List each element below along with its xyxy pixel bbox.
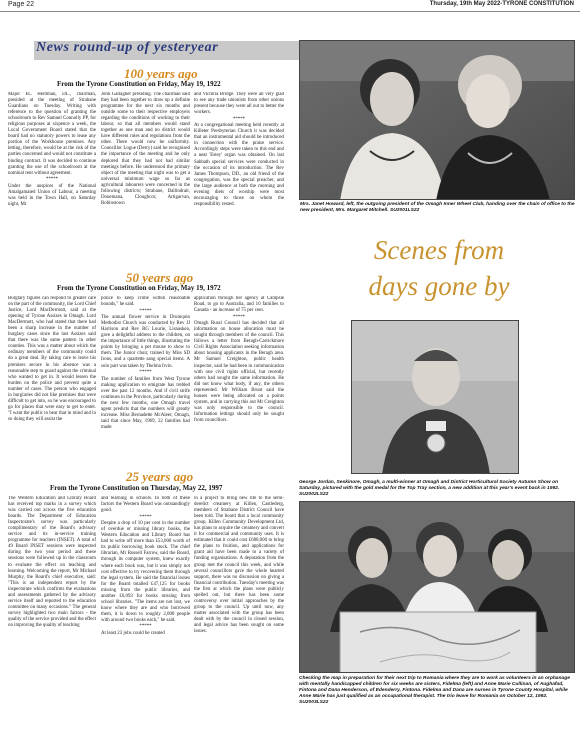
photo-george-jordan-image <box>352 321 519 474</box>
article-col-50-2 <box>101 296 190 472</box>
paragraph-separator: ***** <box>139 370 152 376</box>
article-col-100-2 <box>101 92 190 270</box>
section-heading-50: 50 years ago <box>126 270 194 285</box>
article-paragraph: Despite a drop of 10 per cent in the number of overdue or missing library books, the Western Education and Library Board has had to write off more than £53,000 worth of its public borrowing book stock. The chief librarian, Mr Russell Farrow, said the Board, through its computer system, knew exactly where each book was, but it was simply not cost effective to try recovering them through the legal system. He said the financial losses for the Board totalled £47,125 for books missing from the public libraries, and another £6,093 for books missing from school libraries. "The items are not lost, we know where they are and who borrowed them, it is down to roughly 2,000 people with around two books each," he said. <box>101 521 190 623</box>
article-col-25-1 <box>8 496 96 728</box>
article-paragraph: and learning in schools. In both of these factors the Western Board was outstandingly good. <box>101 496 190 514</box>
page-banner-title: News round-up of yesteryear <box>36 40 219 55</box>
article-paragraph: Major EC Herdman, DL., chairman, presided at the meeting of Strabane Guardians on Tuesday. Writing with reference to the question of granting the schoolroom to Rev Samuel Connolly PP, for religious purposes at sixpence a week, the Local Government Board stated that the board had no statutory powers to lease any portion of the Workhouse premises. Any letting, therefore, would be at the risk of the parties concerned and would not constitute a binding contract. It was decided to continue granting the use of the schoolroom at the nominal rent without agreement. <box>8 92 96 176</box>
article-col-50-1 <box>8 296 96 472</box>
paragraph-separator: ***** <box>139 308 152 314</box>
source-line-50: From the Tyrone Constitution on Friday, May 19, 1972 <box>57 284 221 292</box>
paragraph-separator: ***** <box>139 624 152 630</box>
article-col-100-3 <box>194 92 284 270</box>
photo-inner-wheel-club <box>299 40 575 200</box>
page-number: Page 22 <box>8 1 35 8</box>
article-paragraph: Under the auspices of the National Amalgamated Union of Labour, a meeting was held in the Town Hall, on Saturday night, Mr <box>8 183 96 207</box>
photo-george-jordan <box>351 320 519 474</box>
source-line-100: From the Tyrone Constitution on Friday, May 19, 1922 <box>57 80 221 88</box>
paragraph-separator: ***** <box>232 116 246 122</box>
article-col-25-2 <box>101 496 190 728</box>
article-paragraph: Omagh Rural Council has decided that all information on house allocation must be sought through members of the council. This follows a letter from Beragh-Carrickmore Civil Rights Association seeking information about housing applicants in the Beragh area. Mr Samuel Creighton, public health inspector, said he had been in communication with one civil rights official, but recently others had sought the same information. He did not know what body, if any, the others represented. Mr William Brunt said the houses were being allocated on a points system, and in carrying this out Mr Creighton was only responsible to the council. Information lettings should only be sought from councillors. <box>194 321 284 423</box>
article-paragraph: At least 23 jobs could be created <box>101 631 165 637</box>
section-heading-25: 25 years ago <box>126 469 194 484</box>
article-paragraph: John Gallagher presiding. The chairman said they had been together to draw up a definite programme for the next six months and outside some to their respective employers regarding the conditions of working to their labour, so that all members would stand together as one man and no district would have different rules and regulations from the other. There would now be uniformity. Councillor Logue (Derry) said he recognised the importance of the meeting and he only deplored that they had not had similar meetings before. He understood the primary object of the meeting that night was to get a universal minimum wage so far as agricultural labourers were concerned in the following districts; Strabane, Ballindrait, Donemana, Cloughcor, Artigarvan, Robinstown <box>101 92 190 206</box>
article-paragraph: and Victoria Bridge. They were all very glad to see any trade unionists from other unions present because they were all out to better the workers. <box>194 92 284 116</box>
photo-romania-volunteers-image <box>300 502 575 673</box>
article-col-50-3 <box>194 296 284 472</box>
caption-inner-wheel-club: Mrs. Janet Howard, left, the outgoing president of the Omagh Inner Wheel Club, handing over the chain of office to the new president, Mrs. Margaret Mitchell. SU2001LS22 <box>300 202 575 213</box>
article-col-25-3 <box>194 496 284 728</box>
article-paragraph: The Western Education and Library Board has received top marks in a survey which was carried out across the five education boards. The Department of Education Inspectorate's survey was particularly complimentary of the Board's advisory service and its in-service training programme for teachers (INSET). A total of 49 Board INSET sessions were inspected during the two year period and these sessions were followed up in the classroom to evaluate the effect on teaching and learning. Welcoming the report, Mr Michael Murphy, the Board's chief executive, said: "This is an independent report by the inspectorate which confirms the evaluations and assessments gathered by the advisory service itself and reported to the education committee on many occasions." The general survey highlighted two main factors - the quality of the service provided and the effect on improving the quality of teaching <box>8 496 96 628</box>
issue-date-line: Thursday, 19th May 2022-TYRONE CONSTITUTION <box>429 1 574 7</box>
photo-inner-wheel-club-image <box>300 41 575 200</box>
scenes-title-line-2: days gone by <box>368 271 510 301</box>
source-line-25: From the Tyrone Constitution on Thursday, May 22, 1997 <box>50 484 223 492</box>
paragraph-separator: ***** <box>232 314 246 320</box>
scenes-title <box>304 232 574 304</box>
article-col-100-1 <box>8 92 96 270</box>
paragraph-separator: ***** <box>45 177 59 183</box>
article-paragraph: Burglary figures can respond to greater care on the part of the community, the Lord Chief Justice, Lord MacDermott, said at the opening of Tyrone Assizes in Omagh. Lord MacDermott, who had stated that there had been a sharp increase in the number of burglary cases since the last Assizes said that there was the same pattern in other counties. This was a matter about which the ordinary members of the community could do a great deal. By taking care to leave his premises secure in his absence was a reasonable step to guard against the criminal who wanted to get in. It would lessen the burden on the police and prevent quite a number of cases. The person who engaged in burglaries did not like premises that were difficult to get into, so he was encouraged to go for places that were easy to get to enter. "I want the public to bear that in mind and in so doing they will assist the <box>8 296 96 422</box>
article-paragraph: application through her agency at Campsie Road, to go to Australia, and 10 families to Canada - an increase of 75 per cent. <box>194 296 284 314</box>
article-paragraph: The number of families from West Tyrone making application to emigrate has trebled over the past 12 months. And if civil strife continues in the Province, particularly during the next few months, one Omagh travel agent predicts that the numbers will greatly increase. Miss Bernadette McAleer, Omagh, said that since May, 1969, 22 families had made <box>101 376 190 430</box>
section-heading-100: 100 years ago <box>124 66 198 81</box>
caption-george-jordan: George Jordan, Seskinore, Omagh, a multi-winner at Omagh and District Horticultural Society Autumn Show on Saturday, pictured with the gold medal for the Top Tray section, a new addition at this year's event back in 1992. SU2002LS22 <box>299 480 560 497</box>
article-paragraph: police to keep crime within reasonable bounds," he said. <box>101 296 190 308</box>
scenes-title-line-1: Scenes from <box>373 235 505 265</box>
caption-romania-volunteers: Checking the map in preparation for their next trip to Romania where they are to work as volunteers in an orphanage with mentally handicapped children for six weeks are sisters, Fidelma (left) and Anne Marie Cullinan, of Aughafad, Fintona and Dana Henderson, of Edenderry, Fintona. Fidelma and Dana are nurses in Tyrone County Hospital, while Anne Marie has just qualified as an occupational therapist. The trio leave for Romania on October 12, 1992. SU2003LS22 <box>299 676 570 705</box>
article-paragraph: At a congregational meeting held recently at Killeter Presbyterian Church it was decided that an instrumental aid should be introduced in connection with the praise service. Accordingly steps were taken to this end and a neat 'Estey' organ was obtained. On last Sabbath special services were conducted in the occasion of its introduction. The Rev James Thompson, DD., an old friend of the congregation, was the special preacher, and the large audience at both the morning and evening diets of worship were most encouraging to those on whom the responsibility rested. <box>194 123 284 207</box>
paragraph-separator: ***** <box>139 514 152 520</box>
photo-romania-volunteers <box>299 501 575 673</box>
article-paragraph: The annual flower service in Drumquin Methodist Church was conducted by Rev JJ Harrison and Rev RG Lourie, Lisnaskea, gave a delightful address to the children, on the importance of little things, illustrating the points by bringing a pet mouse to show to them. The Junior choir, trained by Miss SD Irons, and a quartette sang special items. A solo part was taken by Thelma Irvin. <box>101 315 190 369</box>
article-paragraph: in a project to bring new life to the semi-derelict creamery at Killen, Castlederg, members of Strabane District Council have been told. The board that a local community group, Killen Community Development Ltd, has plans to acquire the creamery and convert it for commercial and community uses. It is estimated that it could cost £680,000 to bring the plans to fruition, and applications for grant aid have been made to a variety of funding organisations. A deputation from the group met the council this week, and while several councillors gave the whole hearted support, there was no discussion on giving a financial contribution. Tuesday's meeting was the first at which the plans were publicly spelled out, but there has been some controversy over initial approaches by the group to the council. Up until now, any matter associated with the group has been dealt with by the council in closed session, and legal advice has been sought on some issues. <box>194 496 284 635</box>
